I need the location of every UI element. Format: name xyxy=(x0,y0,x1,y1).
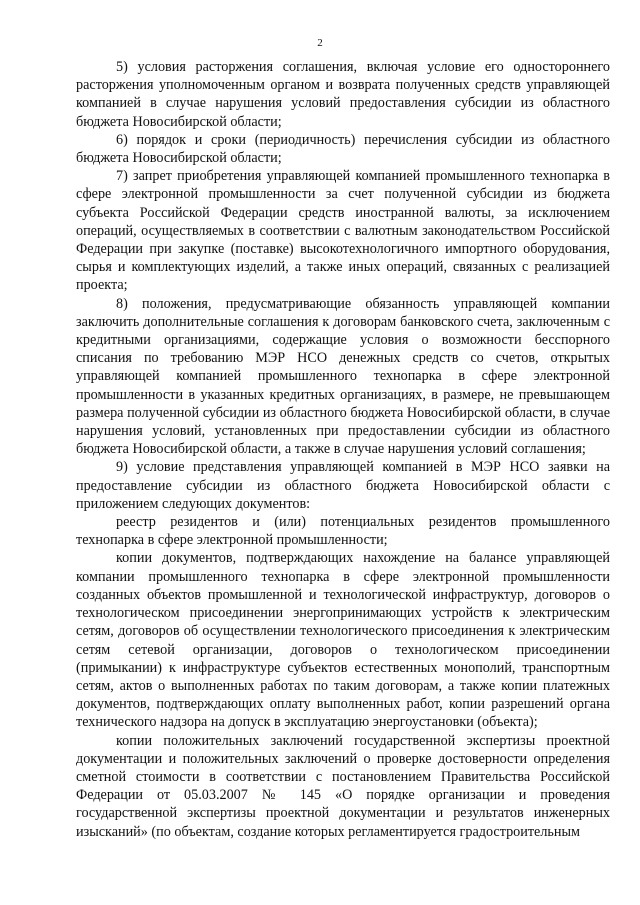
paragraph-residents-registry: реестр резидентов и (или) потенциальных резидентов промышленного технопарка в сфере электронной промышленности; xyxy=(76,514,610,549)
paragraph-item-8: 8) положения, предусматривающие обязанность управляющей компании заключить дополнительные соглашения к договорам банковского счета, заключенным с кредитными организациями, содержащие условия о возможности бесспорного списания по требованию МЭР НСО денежных средств со счетов, открытых управляющей компанией промышленного технопарка в сфере электронной промышленности в указанных кредитных организациях, в размере, не превышающем размера полученной субсидии из областного бюджета Новосибирской области, в случае нарушения условий, установленных при предоставлении субсидии из областного бюджета Новосибирской области, а также в случае нарушения условий соглашения; xyxy=(76,295,610,458)
paragraph-item-7: 7) запрет приобретения управляющей компанией промышленного технопарка в сфере электронной промышленности за счет полученной субсидии из бюджета субъекта Российской Федерации средств иностранной валюты, за исключением операций, осуществляемых в соответствии с валютным законодательством Российской Федерации при закупке (поставке) высокотехнологичного импортного оборудования, сырья и комплектующих изделий, а также иных операций, связанных с реализацией проекта; xyxy=(76,168,610,294)
document-body xyxy=(76,58,610,841)
paragraph-item-9: 9) условие представления управляющей компанией в МЭР НСО заявки на предоставление субсидии из областного бюджета Новосибирской области с приложением следующих документов: xyxy=(76,459,610,512)
paragraph-item-6: 6) порядок и сроки (периодичность) перечисления субсидии из областного бюджета Новосибирской области; xyxy=(76,131,610,167)
paragraph-balance-documents: копии документов, подтверждающих нахождение на балансе управляющей компании промышленного технопарка в сфере электронной промышленности созданных объектов промышленной и технологической инфраструктур, договоров о технологическом присоединении энергопринимающих устройств к электрическим сетям, договоров об осуществлении технологического присоединения к электрическим сетям сетевой организации, договоров о технологическом присоединении (примыкании) к инфраструктуре субъектов естественных монополий, транспортным сетям, актов о выполненных работах по таким договорам, а также копии платежных документов, подтверждающих оплату выполненных работ, копии разрешений органа технического надзора на допуск в эксплуатацию энергоустановки (объекта); xyxy=(76,550,610,731)
page-number: 2 xyxy=(317,37,323,49)
paragraph-item-5: 5) условия расторжения соглашения, включая условие его одностороннего расторжения уполномоченным органом и возврата полученных средств управляющей компанией в случае нарушения условий предоставления субсидии из областного бюджета Новосибирской области; xyxy=(76,59,610,130)
paragraph-expertise-conclusions: копии положительных заключений государственной экспертизы проектной документации и положительных заключений о проверке достоверности определения сметной стоимости в соответствии с постановлением Правительства Российской Федерации от 05.03.2007 № 145 «О порядке организации и проведения государственной экспертизы проектной документации и результатов инженерных изысканий» (по объектам, создание которых регламентируется градостроительным xyxy=(76,732,610,840)
